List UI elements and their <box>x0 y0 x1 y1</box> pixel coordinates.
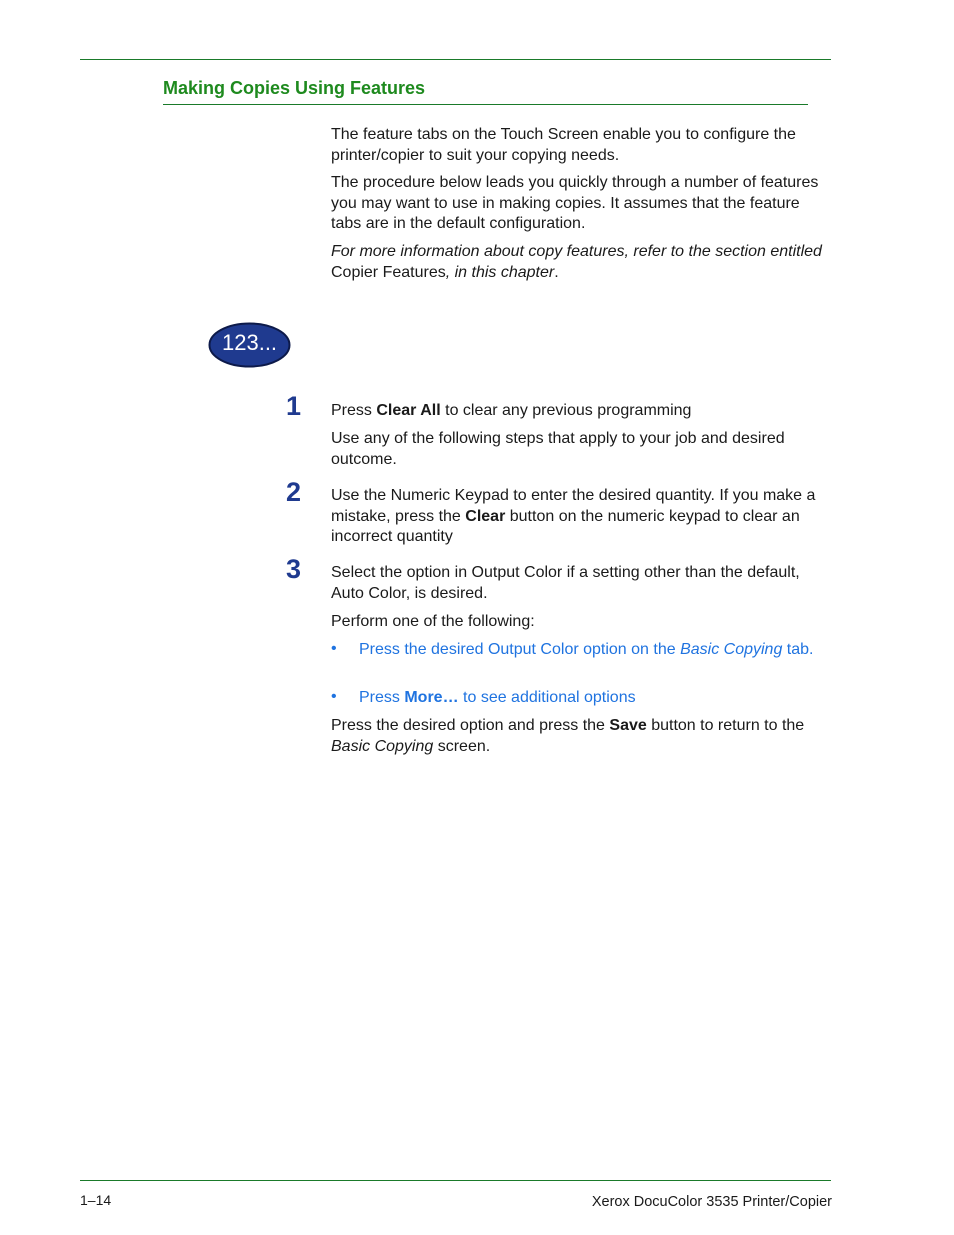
bullet-dot-1: • <box>331 640 337 657</box>
step-3-closing <box>331 716 831 757</box>
closing-mid: button to return to the <box>646 717 805 734</box>
more-label: More… <box>404 689 459 706</box>
cross-reference-italic-b: , in this chapter <box>445 263 555 281</box>
bullet-2-lead: Press <box>359 689 405 706</box>
step-3-text: Select the option in Output Color if a setting other than the default, Auto Color, is desired. <box>331 564 800 602</box>
bullet-1-rest: tab. <box>782 641 814 658</box>
step-1-text <box>331 401 831 422</box>
footer-product-name: Xerox DocuColor 3535 Printer/Copier <box>591 1194 832 1210</box>
bullet-item-1 <box>359 640 829 661</box>
bullet-item-2 <box>359 688 829 709</box>
bullet-2-rest: to see additional options <box>458 689 636 706</box>
procedure-icon <box>208 322 291 368</box>
step-number-1: 1 <box>286 391 302 421</box>
intro-paragraph-1: The feature tabs on the Touch Screen enable you to configure the printer/copier to suit your copying needs. <box>331 126 796 164</box>
step-3-perform: Perform one of the following: <box>331 613 535 630</box>
section-title: Making Copies Using Features <box>163 78 426 98</box>
bullet-dot-2: • <box>331 688 337 705</box>
footer-rule <box>80 1180 831 1181</box>
heading-underline <box>163 104 808 105</box>
step-number-2: 2 <box>286 477 302 507</box>
step-1-note: Use any of the following steps that apply to your job and desired outcome. <box>331 430 785 468</box>
step-2-rest: button on the numeric keypad to clear an incorrect quantity <box>331 507 800 545</box>
step-2-text <box>331 486 831 548</box>
cross-reference-title: Copier Features <box>331 263 446 281</box>
cross-reference-italic-a: For more information about copy features, refer to the section entitled <box>331 243 822 260</box>
procedure-icon-label: 123... <box>222 330 278 355</box>
cross-reference-end: . <box>554 263 559 281</box>
step-1-lead: Press <box>331 402 377 419</box>
clear-all-label: Clear All <box>376 402 441 419</box>
top-rule <box>80 59 831 60</box>
step-1-rest: to clear any previous programming <box>440 402 692 419</box>
bullet-1-lead: Press the desired Output Color option on the <box>359 641 681 658</box>
closing-end: screen. <box>433 737 491 755</box>
intro-paragraph-3 <box>331 242 831 283</box>
save-label: Save <box>609 717 647 734</box>
basic-copying-label: Basic Copying <box>680 641 783 658</box>
intro-paragraph-2: The procedure below leads you quickly through a number of features you may want to use in making copies. It assumes that the feature tabs are in the default configuration. <box>331 174 819 232</box>
step-2-lead: Use the Numeric Keypad to enter the desired quantity. If you make a mistake, press the <box>331 487 816 525</box>
page-number: 1–14 <box>80 1192 112 1208</box>
step-number-3: 3 <box>286 554 302 584</box>
basic-copying-screen-label: Basic Copying <box>331 737 434 755</box>
closing-lead: Press the desired option and press the <box>331 717 610 734</box>
clear-label: Clear <box>465 507 506 525</box>
